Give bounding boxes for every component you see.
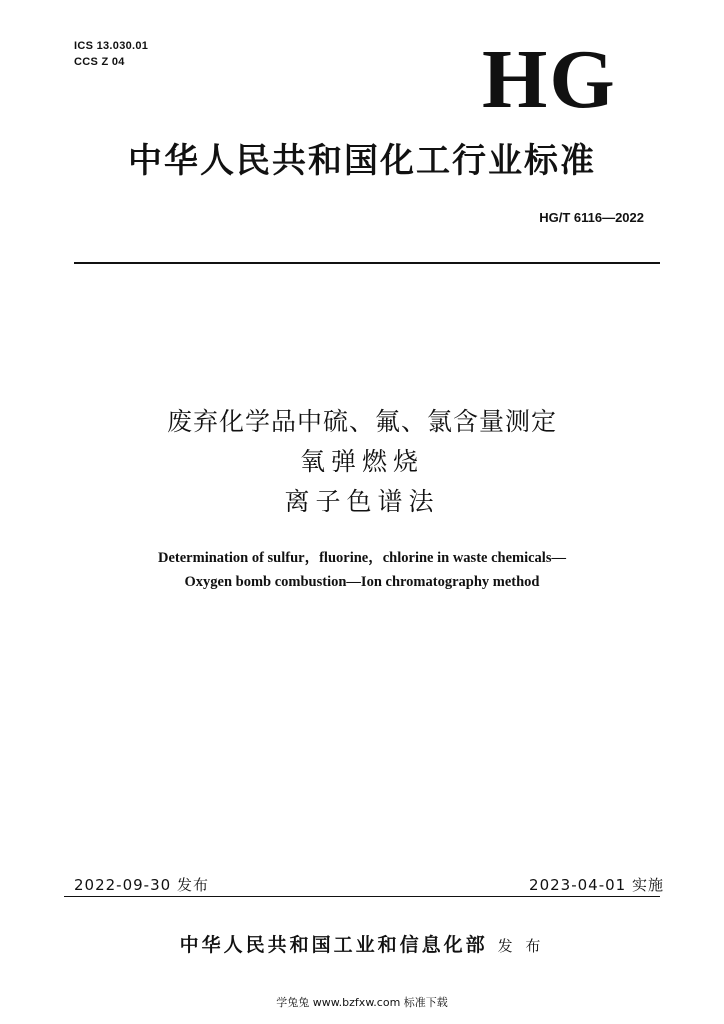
standard-type-heading: 中华人民共和国化工行业标准 [128,141,596,181]
header-divider [74,262,660,264]
chinese-title [0,402,724,522]
ccs-code: CCS Z 04 [74,56,125,68]
standard-number: HG/T 6116—2022 [539,210,644,225]
publisher-suffix: 发 布 [497,937,545,955]
hg-logo: HG [482,33,617,126]
english-title-line-2: Oxygen bomb combustion—Ion chromatography method [184,574,540,590]
publisher [0,930,724,957]
issue-date: 2022-09-30 发布 [74,876,209,894]
ics-code: ICS 13.030.01 [74,40,149,52]
implementation-date: 2023-04-01 实施 [529,876,664,894]
watermark-footer: 学兔兔 www.bzfxw.com 标准下载 [276,996,448,1009]
english-title-line-1: Determination of sulfur，fluorine，chlorine in waste chemicals— [158,550,566,566]
english-title [0,546,724,594]
chinese-title-line-2: 氧弹燃烧 [299,447,424,476]
footer-divider [64,896,660,897]
classification-codes [74,38,148,70]
chinese-title-line-3: 离子色谱法 [284,487,440,516]
chinese-title-line-1: 废弃化学品中硫、氟、氯含量测定 [166,407,557,436]
publisher-name: 中华人民共和国工业和信息化部 [179,934,488,956]
